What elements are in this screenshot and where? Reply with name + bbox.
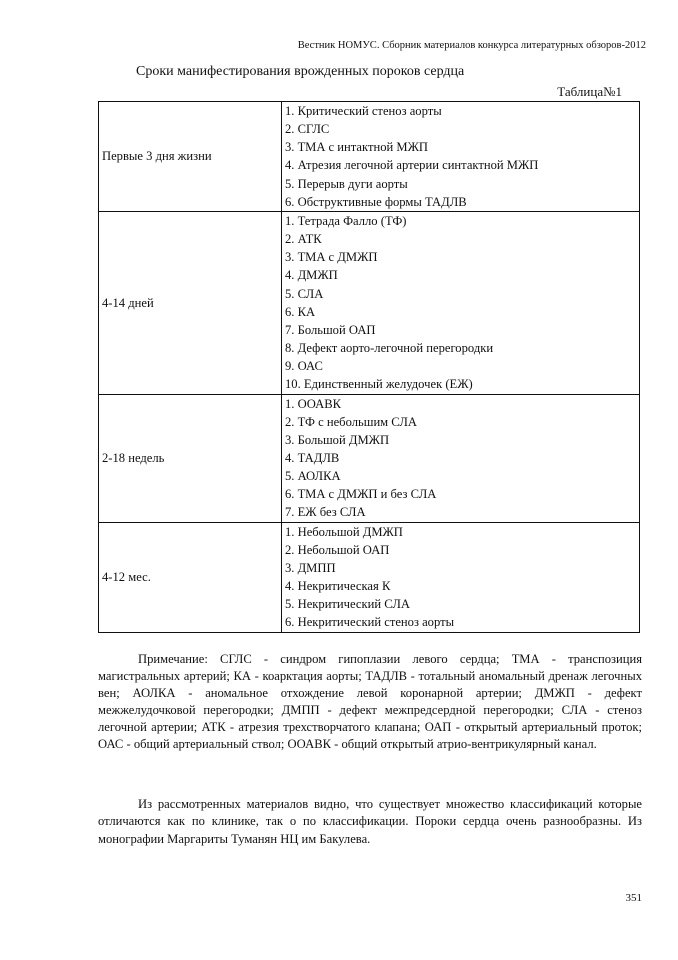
defect-item: 9. ОАС bbox=[285, 359, 323, 374]
table-row bbox=[99, 522, 640, 632]
defect-item: 8. Дефект аорто-легочной перегородки bbox=[285, 341, 494, 356]
body-paragraph bbox=[98, 796, 642, 848]
defect-item: 1. Тетрада Фалло (ТФ) bbox=[285, 213, 407, 228]
period-cell: Первые 3 дня жизни bbox=[99, 102, 282, 212]
defect-item: 3. ДМПП bbox=[285, 560, 336, 575]
defect-item: 6. КА bbox=[285, 304, 316, 319]
page-number: 351 bbox=[625, 892, 642, 904]
period-cell: 2-18 недель bbox=[99, 394, 282, 522]
defect-item: 6. Обструктивные формы ТАДЛВ bbox=[285, 194, 467, 209]
defect-item: 6. Некритический стеноз аорты bbox=[285, 615, 455, 630]
defect-item: 4. Атрезия легочной артерии синтактной МЖП bbox=[285, 158, 539, 173]
defect-item: 10. Единственный желудочек (ЕЖ) bbox=[285, 377, 473, 392]
defects-cell bbox=[282, 522, 640, 632]
table-title: Сроки манифестирования врожденных пороков сердца bbox=[136, 64, 465, 79]
table-row bbox=[99, 394, 640, 522]
defect-item: 5. СЛА bbox=[285, 286, 324, 301]
defect-item: 2. АТК bbox=[285, 232, 322, 247]
defect-item: 4. Некритическая К bbox=[285, 579, 391, 594]
defect-item: 1. ООАВК bbox=[285, 396, 342, 411]
defects-cell bbox=[282, 211, 640, 394]
journal-header: Вестник НОМУС. Сборник материалов конкурса литературных обзоров-2012 bbox=[297, 40, 646, 51]
defect-item: 6. ТМА с ДМЖП и без СЛА bbox=[285, 487, 437, 502]
table-row bbox=[99, 102, 640, 212]
defect-item: 3. ТМА с интактной МЖП bbox=[285, 140, 428, 155]
note-text: Примечание: СГЛС - синдром гипоплазии левого сердца; ТМА - транспозиция магистральных артерий; КА - коарктация аорты; ТАДЛВ - тотальный аномальный дренаж легочных вен; АОЛКА - аномальное отхождение левой коронарной артерии; ДМЖП - дефект межжелудочковой перегородки; ДМПП - дефект межпредсердной перегородки; СЛА - стеноз легочной артерии; АТК - атрезия трехстворчатого клапана; ОАП - открытый артериальный проток; ОАС - общий артериальный ствол; ООАВК - общий открытый атрио-вентрикулярный канал. bbox=[98, 652, 642, 752]
defect-item: 4. ТАДЛВ bbox=[285, 450, 340, 465]
defect-item: 7. Большой ОАП bbox=[285, 322, 376, 337]
defect-item: 2. ТФ с небольшим СЛА bbox=[285, 414, 418, 429]
period-cell: 4-14 дней bbox=[99, 211, 282, 394]
defect-item: 3. Большой ДМЖП bbox=[285, 432, 390, 447]
defect-item: 3. ТМА с ДМЖП bbox=[285, 250, 378, 265]
defects-cell bbox=[282, 394, 640, 522]
heart-defects-table bbox=[98, 101, 640, 633]
defect-item: 1. Небольшой ДМЖП bbox=[285, 524, 403, 539]
paragraph-text: Из рассмотренных материалов видно, что существует множество классификаций которые отличаются как по клинике, так о по классификации. Пороки сердца очень разнообразны. Из монографии Маргариты Туманян НЦ им Бакулева. bbox=[98, 797, 642, 846]
defect-item: 1. Критический стеноз аорты bbox=[285, 104, 442, 118]
period-cell: 4-12 мес. bbox=[99, 522, 282, 632]
defect-item: 4. ДМЖП bbox=[285, 268, 338, 283]
defect-item: 5. Перерыв дуги аорты bbox=[285, 176, 408, 191]
defect-item: 5. АОЛКА bbox=[285, 469, 341, 484]
table-row bbox=[99, 211, 640, 394]
table-note bbox=[98, 651, 642, 754]
defect-item: 2. СГЛС bbox=[285, 122, 330, 137]
table-number: Таблица№1 bbox=[557, 84, 622, 99]
defect-item: 2. Небольшой ОАП bbox=[285, 542, 390, 557]
defects-cell bbox=[282, 102, 640, 212]
defect-item: 7. ЕЖ без СЛА bbox=[285, 505, 366, 520]
defect-item: 5. Некритический СЛА bbox=[285, 597, 410, 612]
